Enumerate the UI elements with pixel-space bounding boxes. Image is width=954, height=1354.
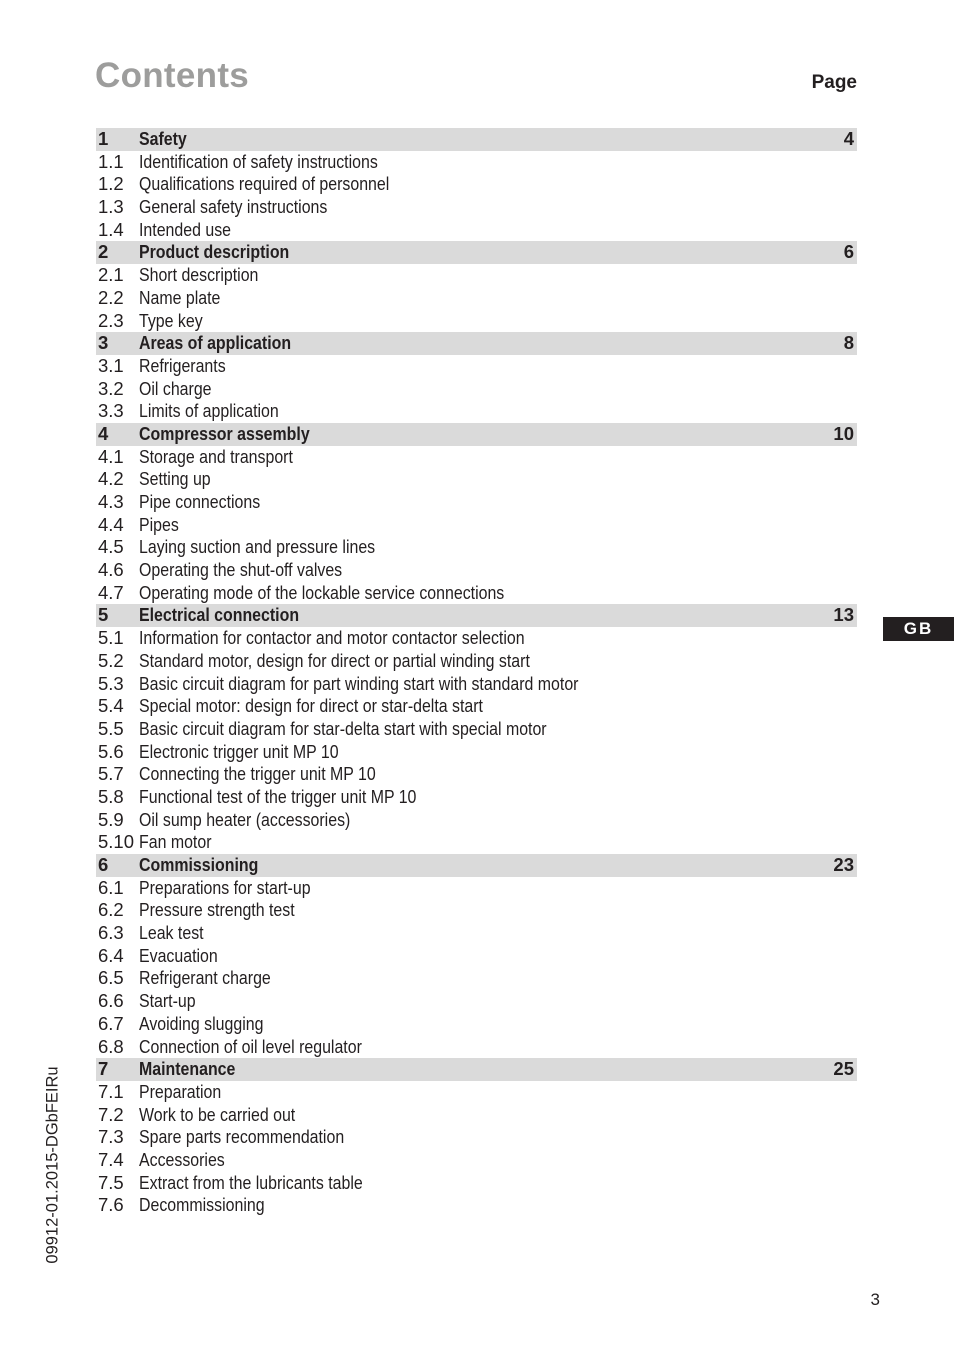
toc-item-row[interactable] — [96, 877, 857, 900]
item-title: Pipe connections — [139, 491, 261, 512]
toc-item-row[interactable] — [96, 1036, 857, 1059]
item-number: 5.3 — [98, 672, 124, 694]
toc-item-row[interactable] — [96, 763, 857, 786]
section-page: 8 — [843, 332, 854, 354]
section-title: Electrical connection — [139, 604, 300, 626]
item-number: 5.2 — [98, 649, 124, 671]
item-title: Type key — [139, 309, 203, 331]
item-title: Connecting the trigger unit MP 10 — [139, 763, 376, 785]
toc-item-row[interactable] — [96, 1149, 857, 1172]
item-title: Storage and transport — [139, 445, 293, 467]
toc-item-row[interactable] — [96, 809, 857, 832]
item-number: 5.9 — [98, 808, 124, 830]
item-number: 5.7 — [98, 763, 124, 785]
section-number: 6 — [98, 854, 109, 875]
item-number: 6.7 — [98, 1012, 124, 1034]
item-number: 4.6 — [98, 559, 124, 581]
section-title: Safety — [139, 128, 187, 149]
item-number: 4.1 — [98, 445, 124, 467]
item-title: Avoiding slugging — [139, 1012, 264, 1034]
page-column-label: Page — [811, 72, 857, 93]
toc-item-row[interactable] — [96, 967, 857, 990]
toc-section-row[interactable] — [96, 423, 857, 446]
section-page: 13 — [833, 604, 854, 626]
item-title: Standard motor, design for direct or partial winding start — [139, 649, 530, 671]
item-title: Pipes — [139, 513, 179, 535]
section-title: Product description — [139, 241, 290, 263]
item-title: Extract from the lubricants table — [139, 1171, 363, 1193]
document-code: 09912-01.2015-DGbFEIRu — [43, 1066, 62, 1264]
item-title: Qualifications required of personnel — [139, 173, 390, 195]
item-title: Preparations for start-up — [139, 876, 311, 898]
item-number: 4.3 — [98, 491, 124, 512]
item-number: 1.3 — [98, 196, 124, 218]
item-number: 4.5 — [98, 536, 124, 558]
item-number: 4.4 — [98, 513, 124, 535]
toc-item-row[interactable] — [96, 1013, 857, 1036]
language-tab[interactable]: GB — [883, 617, 954, 641]
toc-section-row[interactable] — [96, 241, 857, 264]
section-title: Areas of application — [139, 332, 292, 354]
item-number: 5.4 — [98, 695, 124, 717]
toc-item-row[interactable] — [96, 922, 857, 945]
toc-section-row[interactable] — [96, 1058, 857, 1081]
item-title: Fan motor — [139, 831, 212, 853]
toc-section-row[interactable] — [96, 854, 857, 877]
item-number: 7.4 — [98, 1148, 124, 1170]
section-page: 23 — [833, 854, 854, 875]
toc-item-row[interactable] — [96, 355, 857, 378]
item-number: 5.10 — [98, 831, 135, 853]
item-title: Accessories — [139, 1148, 225, 1170]
toc-item-row[interactable] — [96, 627, 857, 650]
item-title: Pressure strength test — [139, 899, 295, 921]
item-title: Start-up — [139, 990, 196, 1012]
item-title: Operating mode of the lockable service connections — [139, 581, 505, 603]
item-title: Limits of application — [139, 400, 279, 422]
item-number: 2.3 — [98, 309, 124, 331]
toc-item-row[interactable] — [96, 1081, 857, 1104]
section-number: 7 — [98, 1058, 109, 1080]
section-title: Maintenance — [139, 1058, 236, 1080]
toc-item-row[interactable] — [96, 1194, 857, 1217]
item-title: Name plate — [139, 286, 221, 308]
item-number: 6.2 — [98, 899, 124, 921]
item-title: Spare parts recommendation — [139, 1126, 345, 1148]
item-title: Operating the shut-off valves — [139, 559, 343, 581]
item-number: 1.4 — [98, 218, 124, 240]
item-number: 7.1 — [98, 1080, 124, 1102]
toc-item-row[interactable] — [96, 536, 857, 559]
item-title: Identification of safety instructions — [139, 150, 378, 172]
section-number: 1 — [98, 128, 109, 149]
toc-item-row[interactable] — [96, 196, 857, 219]
item-number: 1.2 — [98, 173, 124, 195]
toc-item-row[interactable] — [96, 990, 857, 1013]
toc-item-row[interactable] — [96, 1104, 857, 1127]
section-page: 25 — [833, 1058, 854, 1080]
toc-section-row[interactable] — [96, 332, 857, 355]
item-title: Special motor: design for direct or star-delta start — [139, 695, 483, 717]
item-number: 6.1 — [98, 876, 124, 898]
item-title: Leak test — [139, 922, 204, 944]
toc-item-row[interactable] — [96, 831, 857, 854]
toc-item-row[interactable] — [96, 650, 857, 673]
item-number: 5.6 — [98, 740, 124, 762]
item-number: 6.4 — [98, 944, 124, 966]
item-number: 6.6 — [98, 990, 124, 1012]
table-of-contents — [96, 128, 857, 1217]
section-number: 3 — [98, 332, 109, 354]
toc-item-row[interactable] — [96, 400, 857, 423]
toc-item-row[interactable] — [96, 287, 857, 310]
toc-item-row[interactable] — [96, 695, 857, 718]
section-title: Compressor assembly — [139, 422, 310, 444]
section-page: 10 — [833, 422, 854, 444]
section-number: 5 — [98, 604, 109, 626]
toc-item-row[interactable] — [96, 945, 857, 968]
page-title: Contents — [95, 56, 250, 95]
item-number: 7.5 — [98, 1171, 124, 1193]
toc-item-row[interactable] — [96, 673, 857, 696]
section-title: Commissioning — [139, 854, 259, 875]
toc-section-row[interactable] — [96, 604, 857, 627]
toc-item-row[interactable] — [96, 1172, 857, 1195]
section-number: 4 — [98, 422, 109, 444]
item-title: Short description — [139, 264, 259, 286]
toc-item-row[interactable] — [96, 491, 857, 514]
toc-item-row[interactable] — [96, 378, 857, 401]
item-title: Evacuation — [139, 944, 218, 966]
toc-item-row[interactable] — [96, 173, 857, 196]
toc-item-row[interactable] — [96, 899, 857, 922]
item-title: Preparation — [139, 1080, 222, 1102]
item-number: 2.1 — [98, 264, 124, 286]
item-number: 5.5 — [98, 717, 124, 739]
toc-item-row[interactable] — [96, 559, 857, 582]
item-title: Oil sump heater (accessories) — [139, 808, 351, 830]
item-number: 1.1 — [98, 150, 124, 172]
toc-section-row[interactable] — [96, 128, 857, 151]
item-number: 3.3 — [98, 400, 124, 422]
item-title: Setting up — [139, 468, 211, 490]
item-number: 3.1 — [98, 354, 124, 376]
toc-item-row[interactable] — [96, 582, 857, 605]
toc-item-row[interactable] — [96, 310, 857, 333]
item-title: Laying suction and pressure lines — [139, 536, 376, 558]
toc-item-row[interactable] — [96, 219, 857, 242]
item-number: 7.2 — [98, 1103, 124, 1125]
item-title: Electronic trigger unit MP 10 — [139, 740, 339, 762]
page-number: 3 — [870, 1290, 880, 1309]
toc-item-row[interactable] — [96, 786, 857, 809]
item-title: Basic circuit diagram for star-delta start with special motor — [139, 717, 547, 739]
toc-item-row[interactable] — [96, 446, 857, 469]
toc-item-row[interactable] — [96, 514, 857, 537]
item-number: 6.3 — [98, 922, 124, 944]
item-number: 5.1 — [98, 627, 124, 649]
item-title: Refrigerants — [139, 354, 226, 376]
item-number: 6.8 — [98, 1035, 124, 1057]
item-number: 5.8 — [98, 785, 124, 807]
section-page: 6 — [843, 241, 854, 263]
item-number: 7.6 — [98, 1194, 124, 1216]
item-title: Basic circuit diagram for part winding start with standard motor — [139, 672, 579, 694]
item-title: Refrigerant charge — [139, 967, 271, 989]
section-page: 4 — [843, 128, 854, 149]
toc-item-row[interactable] — [96, 468, 857, 491]
item-title: Intended use — [139, 218, 232, 240]
item-title: General safety instructions — [139, 196, 328, 218]
item-number: 3.2 — [98, 377, 124, 399]
section-number: 2 — [98, 241, 109, 263]
item-title: Decommissioning — [139, 1194, 265, 1216]
item-number: 6.5 — [98, 967, 124, 989]
toc-item-row[interactable] — [96, 151, 857, 174]
item-title: Functional test of the trigger unit MP 10 — [139, 785, 417, 807]
item-number: 2.2 — [98, 286, 124, 308]
item-number: 4.7 — [98, 581, 124, 603]
item-number: 7.3 — [98, 1126, 124, 1148]
toc-item-row[interactable] — [96, 718, 857, 741]
item-title: Information for contactor and motor contactor selection — [139, 627, 525, 649]
item-title: Work to be carried out — [139, 1103, 296, 1125]
toc-item-row[interactable] — [96, 1126, 857, 1149]
item-number: 4.2 — [98, 468, 124, 490]
item-title: Oil charge — [139, 377, 212, 399]
item-title: Connection of oil level regulator — [139, 1035, 362, 1057]
toc-item-row[interactable] — [96, 741, 857, 764]
toc-item-row[interactable] — [96, 264, 857, 287]
